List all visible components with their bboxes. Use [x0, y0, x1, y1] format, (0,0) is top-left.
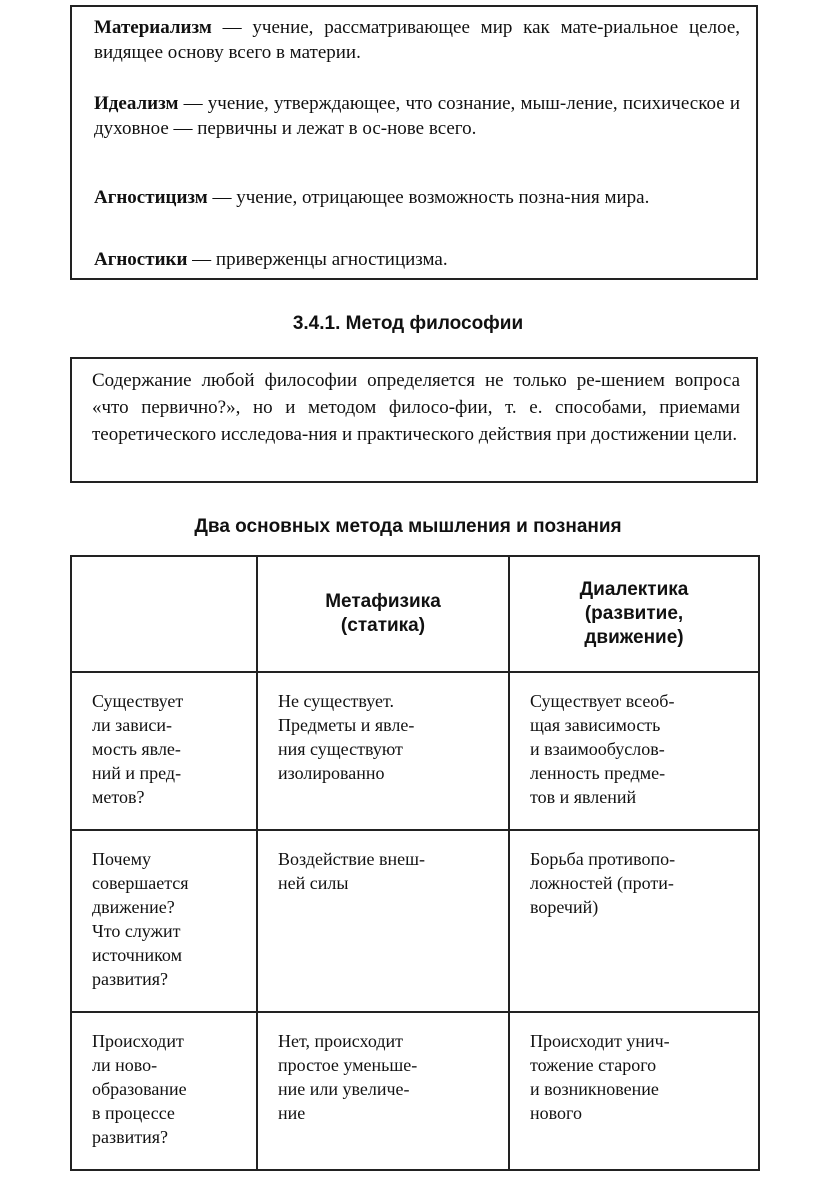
definition-materialism	[94, 15, 740, 65]
table-row	[71, 672, 759, 830]
header-label: Диалектика (развитие, движение)	[579, 579, 689, 648]
definition-dash: —	[207, 187, 237, 208]
table-cell-metaphysics: Нет, происходит простое уменьше- ние или увеличе- ние	[257, 1012, 509, 1170]
table-cell-dialectics: Существует всеоб- щая зависимость и взаимообуслов- ленность предме- тов и явлений	[509, 672, 759, 830]
table-cell-question: Происходит ли ново- образование в процессе развития?	[71, 1012, 257, 1170]
table-header-row	[71, 556, 759, 672]
method-box	[70, 357, 758, 483]
definition-dash: —	[211, 17, 253, 38]
methods-table	[70, 555, 760, 1171]
definitions-box	[70, 5, 758, 280]
definition-term: Материализм	[94, 17, 212, 38]
definition-text: учение, утверждающее, что сознание, мыш-ление, психическое и духовное — первичны и лежат в ос-нове всего.	[94, 93, 740, 139]
table-row	[71, 830, 759, 1012]
table-cell-dialectics: Происходит унич- тожение старого и возникновение нового	[509, 1012, 759, 1170]
table-row	[71, 1012, 759, 1170]
table-cell-metaphysics: Воздействие внеш- ней силы	[257, 830, 509, 1012]
table-header-metaphysics	[257, 556, 509, 672]
definition-idealism	[94, 91, 740, 141]
table-header-empty	[71, 556, 257, 672]
definition-term: Агностицизм	[94, 187, 208, 208]
definition-text: учение, отрицающее возможность позна-ния мира.	[236, 187, 650, 208]
method-box-text: Содержание любой философии определяется не только ре-шением вопроса «что первично?», но и методом филосо-фии, т. е. способами, приемами теоретического исследова-ния и практического действия при достижении цели.	[92, 370, 740, 445]
definition-agnosticism	[94, 185, 740, 210]
section-heading: 3.4.1. Метод философии	[292, 313, 524, 334]
table-heading: Два основных метода мышления и познания	[194, 516, 622, 537]
header-label: Метафизика (статика)	[325, 591, 441, 636]
table-cell-dialectics: Борьба противопо- ложностей (проти- воречий)	[509, 830, 759, 1012]
definition-dash: —	[187, 249, 216, 270]
definition-agnostics	[94, 247, 740, 272]
definition-text: учение, рассматривающее мир как мате-риальное целое, видящее основу всего в материи.	[94, 17, 741, 63]
table-cell-question: Почему совершается движение? Что служит источником развития?	[71, 830, 257, 1012]
table-cell-question: Существует ли зависи- мость явле- ний и пред- метов?	[71, 672, 257, 830]
definition-term: Идеализм	[94, 93, 179, 114]
definition-text: приверженцы агностицизма.	[215, 249, 448, 270]
definition-dash: —	[178, 93, 208, 114]
table-cell-metaphysics: Не существует. Предметы и явле- ния существуют изолированно	[257, 672, 509, 830]
definition-term: Агностики	[94, 249, 188, 270]
table-header-dialectics	[509, 556, 759, 672]
